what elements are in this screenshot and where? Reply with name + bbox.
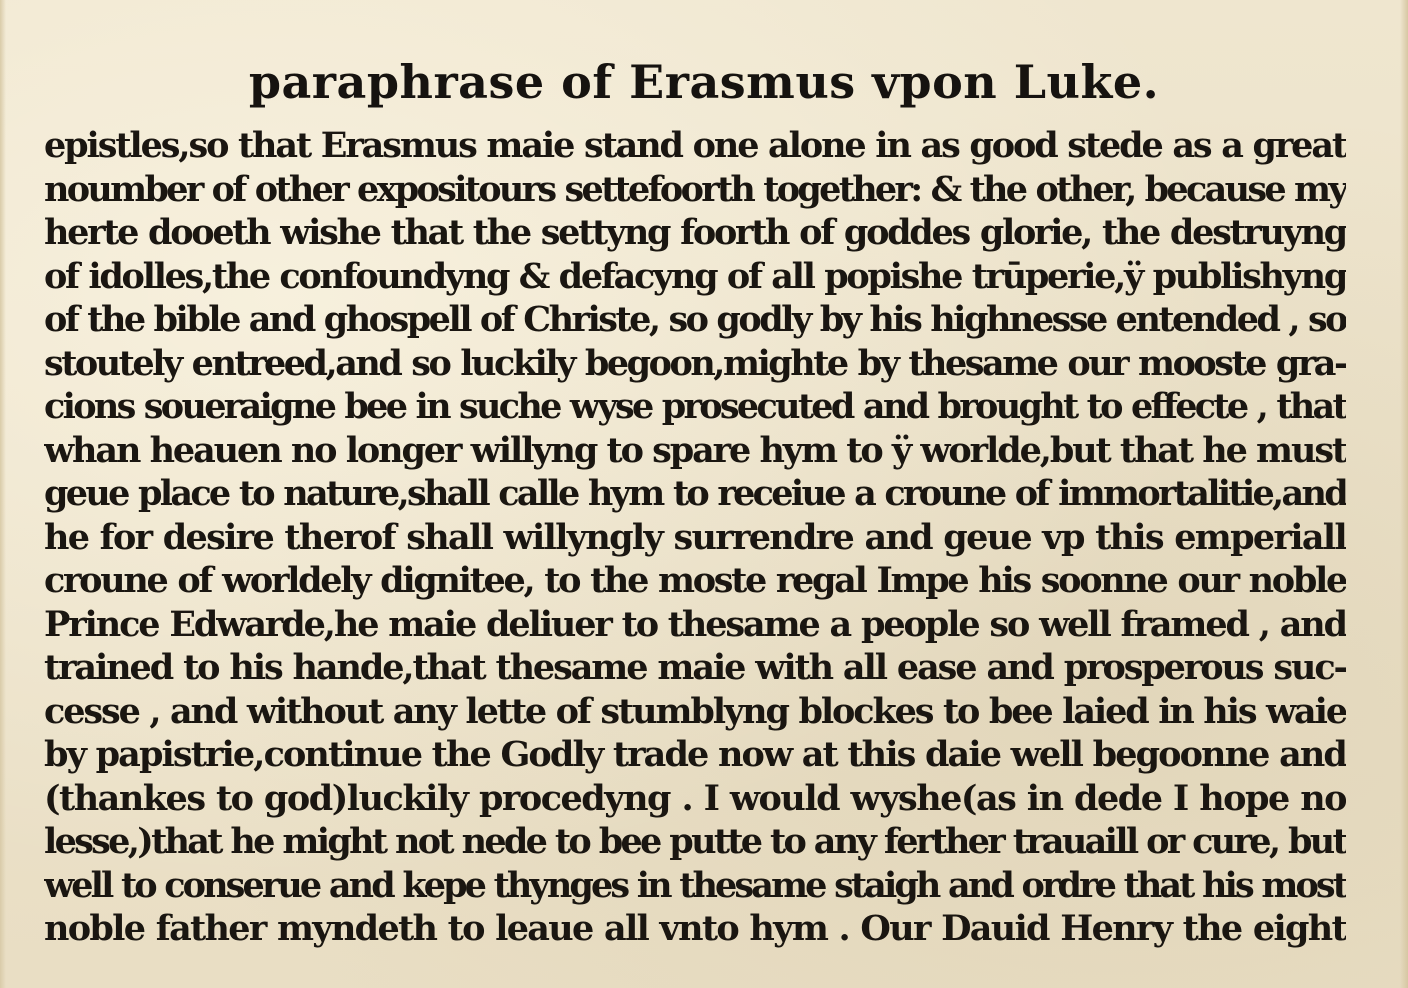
text-line: noble father myndeth to leaue all vnto hym . Our Dauid Henry the eight: [44, 908, 1346, 949]
page-edge-right: [1400, 0, 1408, 988]
text-line: of the bible and ghospell of Christe, so godly by his highnesse entended , so: [44, 299, 1346, 340]
text-line: (thankes to god)luckily procedyng . I would wyshe(as in dede I hope no: [44, 777, 1346, 819]
text-line: he for desire therof shall willyngly surrendre and geue vp this emperiall: [44, 516, 1346, 558]
text-line: whan heauen no longer willyng to spare hym to ÿ worlde,but that he must: [44, 429, 1346, 471]
text-line: cesse , and without any lette of stumblyng blockes to bee laied in his waie: [44, 690, 1346, 732]
text-line: by papistrie,continue the Godly trade now at this daie well begoonne and: [44, 734, 1346, 775]
text-line: well to conserue and kepe thynges in thesame staigh and ordre that his most: [44, 864, 1346, 906]
text-line: geue place to nature,shall calle hym to receiue a croune of immortalitie,and: [44, 473, 1346, 514]
text-line: noumber of other expositours settefoorth together: & the other, because my: [44, 168, 1346, 210]
text-line: croune of worldely dignitee, to the moste regal Impe his soonne our noble: [44, 560, 1346, 601]
text-line: stoutely entreed,and so luckily begoon,mighte by thesame our mooste gra-: [44, 342, 1346, 384]
page-edge-left: [0, 0, 6, 988]
text-line: Prince Edwarde,he maie deliuer to thesame a people so well framed , and: [44, 603, 1346, 645]
text-line: trained to his hande,that thesame maie with all ease and prosperous suc-: [44, 647, 1346, 688]
text-line: herte dooeth wishe that the settyng foorth of goddes glorie, the destruyng: [44, 212, 1346, 253]
text-line: lesse,)that he might not nede to bee putte to any ferther trauaill or cure, but: [44, 821, 1346, 862]
text-line: of idolles,the confoundyng & defacyng of all popishe trūperie,ÿ publishyng: [44, 255, 1346, 297]
text-line: cions soueraigne bee in suche wyse prosecuted and brought to effecte , that: [44, 386, 1346, 427]
running-head: paraphrase of Erasmus vpon Luke.: [248, 55, 1160, 109]
text-line: epistles,so that Erasmus maie stand one alone in as good stede as a great: [44, 125, 1346, 166]
body-text: [44, 124, 1346, 951]
